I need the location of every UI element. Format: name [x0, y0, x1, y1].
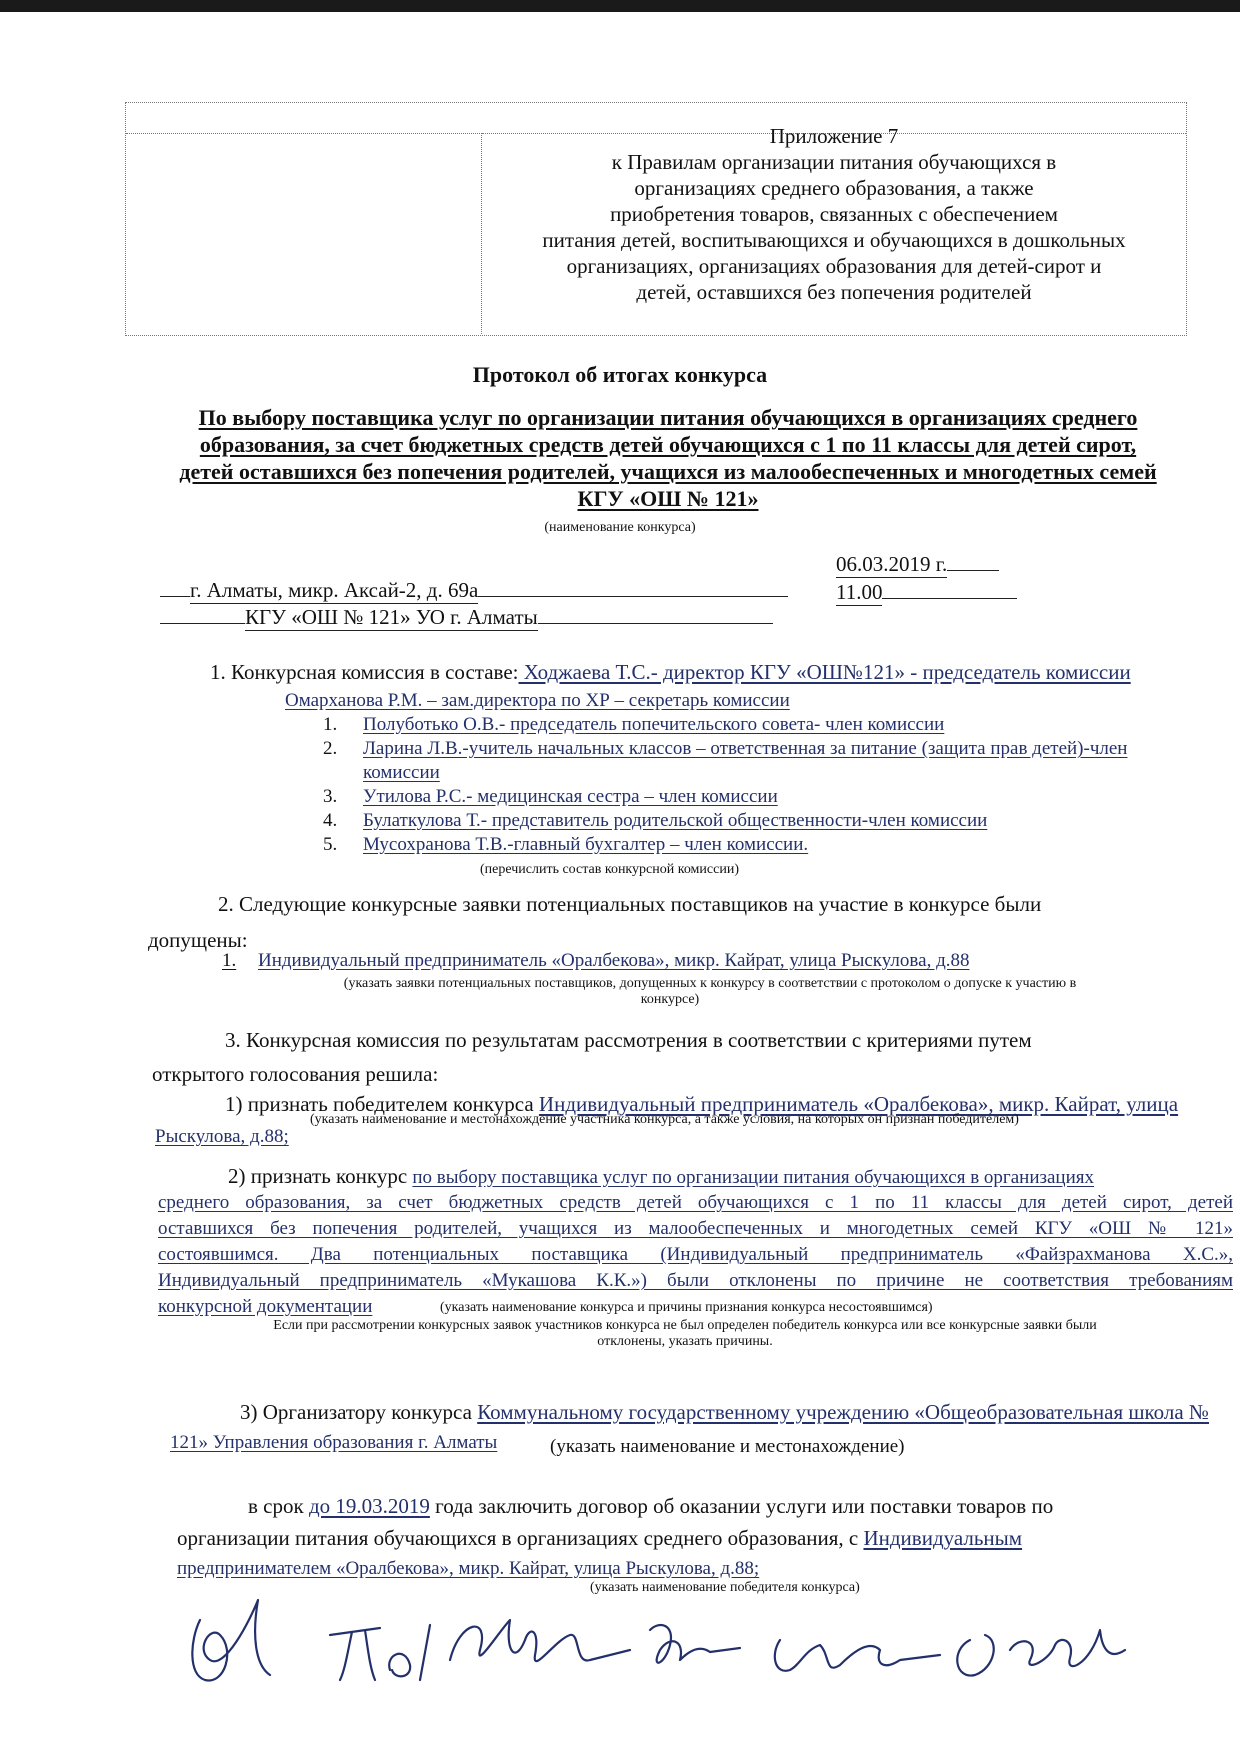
- address: г. Алматы, микр. Аксай-2, д. 69а: [190, 578, 479, 602]
- organization-line: [160, 605, 773, 631]
- decision-2-hint: (указать наименование конкурса и причины признания конкурса несостоявшимся): [440, 1300, 933, 1315]
- organizer-name-cont: 121» Управления образования г. Алматы: [170, 1432, 498, 1453]
- signature-1: [192, 1600, 270, 1680]
- winner-name: Индивидуальный предприниматель «Оралбекова», микр. Кайрат, улица: [538, 1092, 1179, 1116]
- scan-top-edge: [0, 0, 1240, 12]
- commission-signatures: [180, 1580, 1140, 1700]
- contract-line1: в срок до 19.03.2019 года заключить договор об оказании услуги или поставки товаров по: [248, 1494, 1054, 1518]
- decision-2-line1: 2) признать конкурс по выбору поставщика услуг по организации питания обучающихся в организациях: [228, 1164, 1095, 1188]
- appendix-line: детей, оставшихся без попечения родителей: [636, 280, 1032, 304]
- appendix-line: приобретения товаров, связанных с обеспечением: [610, 202, 1058, 226]
- decision-2-line: оставшихся без попечения родителей, учащихся из малообеспеченных и многодетных семей КГУ «ОШ № 121»: [158, 1218, 1233, 1239]
- time-line: [836, 580, 1017, 606]
- address-line: [160, 578, 788, 604]
- commission-secretary: Омарханова Р.М. – зам.директора по ХР – секретарь комиссии: [285, 690, 790, 711]
- appendix-line: организациях среднего образования, а также: [634, 176, 1034, 200]
- admitted-hint: (указать заявки потенциальных поставщиков, допущенных к конкурсу в соответствии с протоколом о допуске к участию в конкурсе): [343, 976, 1077, 1007]
- contract-winner: предпринимателем «Оралбекова», микр. Кайрат, улица Рыскулова, д.88;: [177, 1558, 760, 1579]
- organizer-hint: (указать наименование и местонахождение): [550, 1436, 905, 1457]
- member-5: 5. Мусохранова Т.В.-главный бухгалтер – член комиссии.: [323, 834, 809, 855]
- commission-chair: Ходжаева Т.С.- директор КГУ «ОШ№121» - председатель комиссии: [518, 660, 1131, 684]
- decision-2-note: Если при рассмотрении конкурсных заявок участников конкурса не был определен победитель конкурса или все конкурсные заявки были отклонены, указать причины.: [273, 1318, 1097, 1349]
- member-4: 4. Булаткулова Т.- представитель родительской общественности-член комиссии: [323, 810, 988, 831]
- signature-4: [650, 1625, 740, 1663]
- member-2-cont: комиссии: [363, 762, 440, 783]
- section3-lead: 3. Конкурсная комиссия по результатам рассмотрения в соответствии с критериями путем: [225, 1028, 1032, 1052]
- organization: КГУ «ОШ № 121» УО г. Алматы: [245, 605, 538, 629]
- admitted-bid: 1. Индивидуальный предприниматель «Оралбекова», микр. Кайрат, улица Рыскулова, д.88: [222, 950, 970, 971]
- contest-name-line: КГУ «ОШ № 121»: [577, 486, 759, 511]
- member-1: 1. Полуботько О.В.- председатель попечительского совета- член комиссии: [323, 714, 945, 735]
- decision-3: 3) Организатору конкурса Коммунальному государственному учреждению «Общеобразовательная школа №: [240, 1400, 1209, 1424]
- signature-5: [775, 1640, 940, 1671]
- appendix-header-table: [125, 102, 1187, 336]
- appendix-line: питания детей, воспитывающихся и обучающихся в дошкольных: [542, 228, 1126, 252]
- section2-lead2: допущены:: [148, 928, 248, 952]
- decision-2-line: конкурсной документации: [158, 1296, 373, 1317]
- empty-left-cell: [126, 133, 482, 334]
- decision-2-line: среднего образования, за счет бюджетных средств детей обучающихся с 1 по 11 классы для детей сирот, детей: [158, 1192, 1233, 1213]
- commission-lead: 1. Конкурсная комиссия в составе:: [210, 660, 519, 684]
- section3-lead2: открытого голосования решила:: [152, 1062, 439, 1086]
- contract-line2: организации питания обучающихся в организациях среднего образования, с Индивидуальным: [177, 1526, 1023, 1550]
- commission-line: [210, 660, 1131, 685]
- decision-1: 1) признать победителем конкурса Индивидуальный предприниматель «Оралбекова», микр. Кайрат, улица: [225, 1092, 1179, 1116]
- contest-name: [128, 404, 1208, 512]
- document-title: Протокол об итогах конкурса: [472, 362, 768, 387]
- commission-hint: (перечислить состав конкурсной комиссии): [480, 862, 739, 877]
- appendix-line: организациях, организациях образования для детей-сирот и: [566, 254, 1102, 278]
- time: 11.00: [836, 580, 883, 604]
- date: 06.03.2019 г.: [836, 552, 948, 576]
- signature-3: [450, 1620, 630, 1661]
- contest-name-line: По выбору поставщика услуг по организации питания обучающихся в организациях среднего: [198, 405, 1138, 430]
- appendix-cell: [482, 103, 1186, 335]
- contest-name-hint: (наименование конкурса): [544, 520, 696, 535]
- winner-address: Рыскулова, д.88;: [155, 1126, 289, 1147]
- contest-name-line: детей оставшихся без попечения родителей, учащихся из малообеспеченных и многодетных семей: [179, 459, 1157, 484]
- date-line: [836, 552, 999, 578]
- member-2: 2. Ларина Л.В.-учитель начальных классов – ответственная за питание (защита прав детей)-член: [323, 738, 1128, 759]
- contract-deadline: до 19.03.2019: [308, 1494, 430, 1518]
- organizer-name: Коммунальному государственному учреждению «Общеобразовательная школа №: [477, 1400, 1209, 1424]
- member-3: 3. Утилова Р.С.- медицинская сестра – член комиссии: [323, 786, 778, 807]
- contract-hint: (указать наименование победителя конкурса): [590, 1580, 860, 1595]
- appendix-title: Приложение 7: [769, 124, 899, 148]
- contest-name-line: образования, за счет бюджетных средств детей обучающихся с 1 по 11 классы для детей сирот,: [199, 432, 1137, 457]
- signature-2: [330, 1625, 430, 1680]
- winner-hint: (указать наименование и местонахождение участника конкурса, а также условия, на которых он признан победителем): [310, 1112, 1019, 1127]
- appendix-line: к Правилам организации питания обучающихся в: [611, 150, 1057, 174]
- section2-lead: 2. Следующие конкурсные заявки потенциальных поставщиков на участие в конкурсе были: [218, 892, 1042, 916]
- decision-2-line: состоявшимся. Два потенциальных поставщика (Индивидуальный предприниматель «Файзрахманова Х.С.»,: [158, 1244, 1233, 1265]
- decision-2-line: Индивидуальный предприниматель «Мукашова К.К.») были отклонены по причине не соответствия требованиям: [158, 1270, 1233, 1291]
- signature-6: [957, 1630, 1125, 1676]
